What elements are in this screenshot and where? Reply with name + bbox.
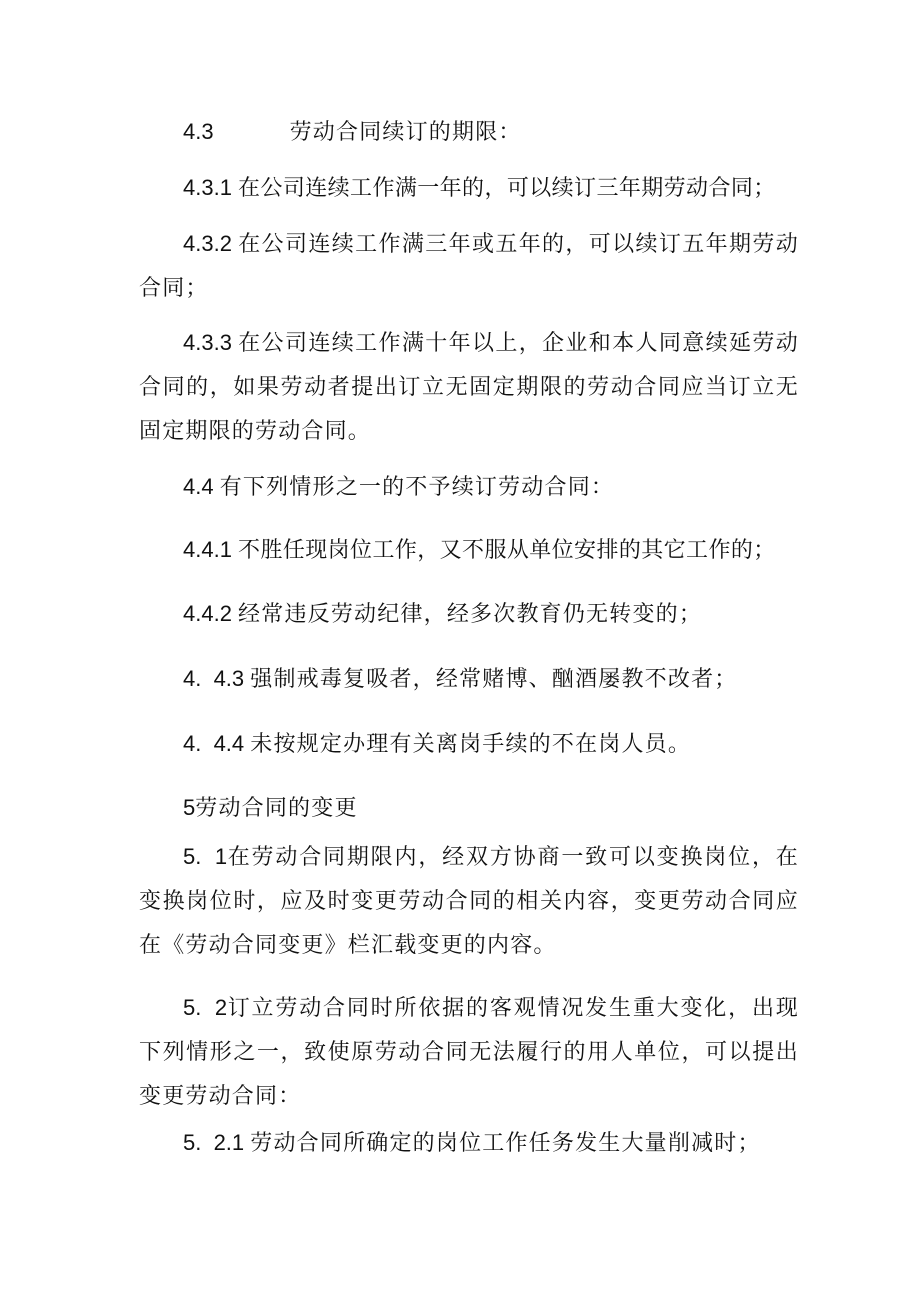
section-number: 4.4.1 xyxy=(183,537,239,562)
paragraph-4-4-3 xyxy=(139,657,799,702)
paragraph-5-2-1 xyxy=(139,1121,799,1166)
section-number: 4.3.1 xyxy=(183,175,239,200)
section-number: 5. 1 xyxy=(183,844,228,869)
section-text: 未按规定办理有关离岗手续的不在岗人员。 xyxy=(250,732,692,757)
section-text: 在公司连续工作满十年以上，企业和本人同意续延劳动合同的，如果劳动者提出订立无固定期限的劳动合同应当订立无固定期限的劳动合同。 xyxy=(139,331,799,444)
paragraph-4-3-1 xyxy=(139,166,799,211)
section-5-heading xyxy=(139,786,799,831)
section-text: 强制戒毒复吸者，经常赌博、酗酒屡教不改者； xyxy=(250,667,738,692)
section-text: 在公司连续工作满三年或五年的，可以续订五年期劳动合同； xyxy=(139,232,799,301)
section-text: 劳动合同的变更 xyxy=(195,796,358,821)
section-4-3-heading xyxy=(139,110,799,155)
paragraph-4-3-2 xyxy=(139,222,799,311)
section-number: 4.4.2 xyxy=(183,601,239,626)
section-number: 4. 4.3 xyxy=(183,666,251,691)
section-text: 有下列情形之一的不予续订劳动合同： xyxy=(219,475,615,500)
paragraph-4-4-2 xyxy=(139,592,799,637)
section-number: 4.3.2 xyxy=(183,231,239,256)
section-text: 不胜任现岗位工作，又不服从单位安排的其它工作的； xyxy=(238,538,776,563)
section-text: 经常违反劳动纪律，经多次教育仍无转变的； xyxy=(238,602,703,627)
section-text: 在公司连续工作满一年的，可以续订三年期劳动合同； xyxy=(238,176,776,201)
section-number: 5. 2 xyxy=(183,995,228,1020)
section-number: 4.3.3 xyxy=(183,330,239,355)
section-4-4-heading xyxy=(139,465,799,510)
paragraph-4-4-4 xyxy=(139,722,799,767)
section-number: 4.4 xyxy=(183,474,220,499)
section-number: 4. 4.4 xyxy=(183,731,251,756)
section-text: 劳动合同所确定的岗位工作任务发生大量削减时； xyxy=(250,1131,761,1156)
section-number: 5. 2.1 xyxy=(183,1130,251,1155)
paragraph-5-2 xyxy=(139,986,799,1119)
section-text: 在劳动合同期限内，经双方协商一致可以变换岗位，在变换岗位时，应及时变更劳动合同的相关内容，变更劳动合同应在《劳动合同变更》栏汇载变更的内容。 xyxy=(139,845,799,958)
paragraph-4-3-3 xyxy=(139,321,799,454)
paragraph-5-1 xyxy=(139,835,799,968)
section-text: 订立劳动合同时所依据的客观情况发生重大变化，出现下列情形之一，致使原劳动合同无法履行的用人单位，可以提出变更劳动合同： xyxy=(139,996,799,1109)
section-number: 5 xyxy=(183,795,196,820)
paragraph-4-4-1 xyxy=(139,528,799,573)
section-number: 4.3 xyxy=(183,119,214,144)
section-text: 劳动合同续订的期限： xyxy=(289,120,522,145)
